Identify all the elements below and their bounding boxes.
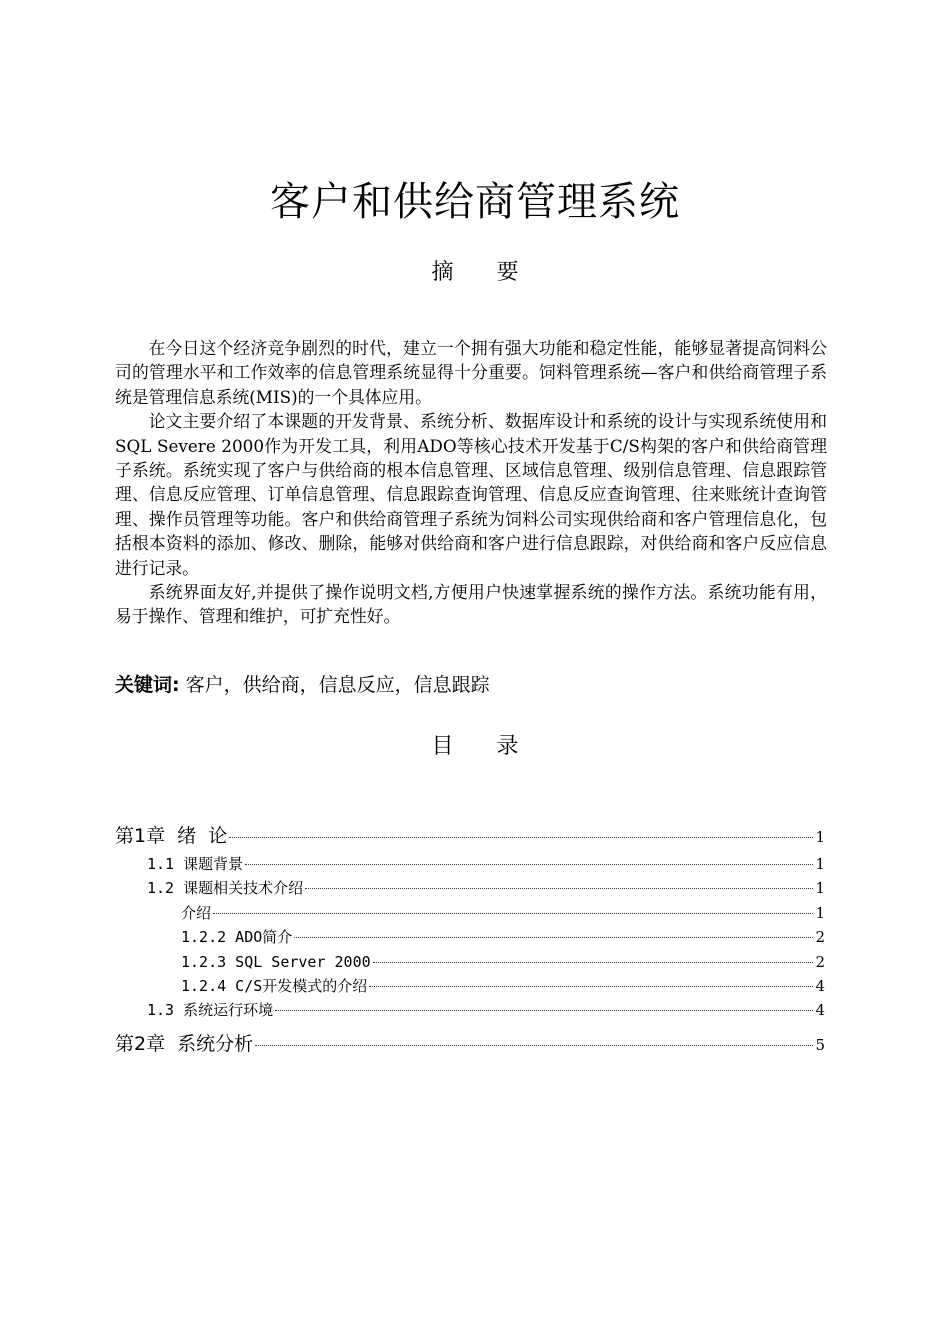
- abstract-heading: 摘 要: [431, 260, 537, 285]
- abstract-paragraph: 论文主要介绍了本课题的开发背景、系统分析、数据库设计和系统的设计与实现系统使用和SQL Severe 2000作为开发工具，利用ADO等核心技术开发基于C/S构架的客户和供给商管理子系统。系统实现了客户与供给商的根本信息管理、区域信息管理、级别信息管理、信息跟踪管理、信息反应管理、订单信息管理、信息跟踪查询管理、信息反应查询管理、往来账统计查询管理、操作员管理等功能。客户和供给商管理子系统为饲料公司实现供给商和客户管理信息化，包括根本资料的添加、修改、删除，能够对供给商和客户进行信息跟踪，对供给商和客户反应信息进行记录。: [115, 411, 827, 578]
- toc-leader: [245, 863, 813, 865]
- toc-leader: [373, 961, 813, 963]
- toc-entry-label: 1.2.4 C/S开发模式的介绍: [181, 976, 368, 995]
- toc-leader: [305, 887, 813, 889]
- keywords-text: 客户，供给商，信息反应，信息跟踪: [179, 674, 490, 696]
- toc-entry-chapter-1[interactable]: [115, 820, 825, 852]
- toc-leader: [255, 1044, 813, 1046]
- toc-entry-page: 1: [815, 879, 825, 898]
- toc-leader: [229, 836, 813, 838]
- toc-entry-label: 第2章 系统分析: [115, 1032, 254, 1055]
- document-title: 客户和供给商管理系统: [270, 179, 680, 225]
- toc-entry-page: 2: [815, 952, 825, 971]
- toc-entry-page: 2: [815, 928, 825, 947]
- abstract-body: [115, 336, 827, 629]
- toc-leader: [294, 936, 813, 938]
- toc-entry-1-2-2[interactable]: [115, 925, 825, 949]
- toc-entry-page: 1: [815, 903, 825, 922]
- toc-entry-label: 1.1 课题背景: [147, 855, 244, 873]
- toc-entry-label: 1.2.3 SQL Server 2000: [181, 952, 371, 971]
- toc-entry-label: 1.2 课题相关技术介绍: [147, 879, 304, 898]
- toc-leader: [369, 985, 813, 987]
- toc-leader: [275, 1009, 813, 1011]
- toc-entry-1-2-3[interactable]: [115, 950, 825, 974]
- keywords-label: 关键词:: [115, 674, 180, 696]
- toc-entry-1-1[interactable]: [115, 852, 825, 876]
- toc-entry-label: 1.3 系统运行环境: [147, 1001, 274, 1020]
- toc-entry-1-2[interactable]: [115, 876, 825, 900]
- toc-entry-page: 1: [815, 828, 825, 846]
- toc-entry-page: 1: [815, 855, 825, 873]
- toc-entry-page: 4: [815, 1001, 825, 1020]
- keywords-line: [115, 670, 827, 700]
- toc-entry-chapter-2[interactable]: [115, 1028, 825, 1060]
- toc-entry-page: 4: [815, 976, 825, 995]
- toc-entry-label: 第1章 绪 论: [115, 825, 228, 847]
- toc-entry-page: 5: [815, 1035, 825, 1054]
- abstract-paragraph: 在今日这个经济竞争剧烈的时代，建立一个拥有强大功能和稳定性能，能够显著提高饲料公司的管理水平和工作效率的信息管理系统显得十分重要。饲料管理系统—客户和供给商管理子系统是管理信息系统(MIS)的一个具体应用。: [115, 338, 827, 407]
- toc-entry-1-2-1[interactable]: [115, 901, 825, 925]
- toc-heading: 目 录: [431, 734, 537, 759]
- toc-entry-label: 1.2.2 ADO简介: [181, 928, 293, 947]
- table-of-contents: [115, 820, 825, 1060]
- toc-entry-1-3[interactable]: [115, 998, 825, 1022]
- abstract-paragraph: 系统界面友好,并提供了操作说明文档,方便用户快速掌握系统的操作方法。系统功能有用，易于操作、管理和维护，可扩充性好。: [115, 582, 827, 627]
- toc-entry-label: 介绍: [181, 903, 212, 922]
- toc-entry-1-2-4[interactable]: [115, 974, 825, 998]
- toc-leader: [213, 912, 813, 914]
